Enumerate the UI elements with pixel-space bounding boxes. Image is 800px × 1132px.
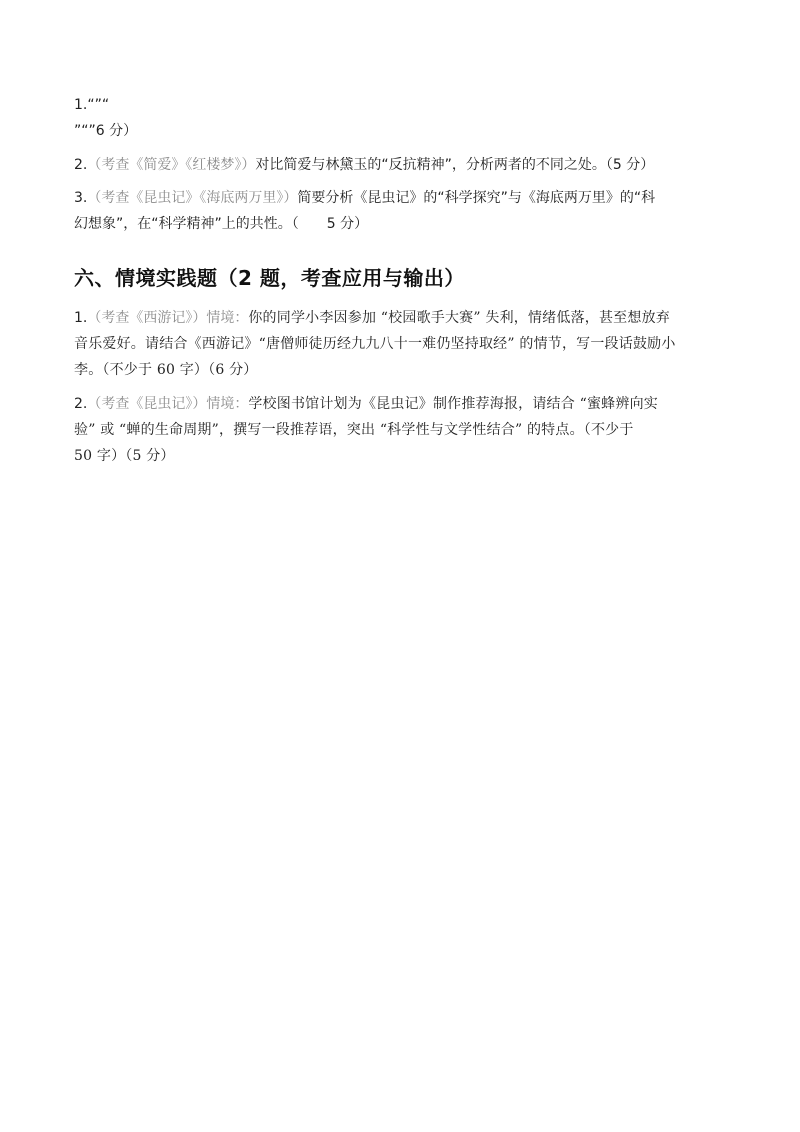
question-5-1-line-2 [74, 122, 137, 140]
question-text: 对比简爱与林黛玉的“反抗精神”，分析两者的不同之处。（5 分） [255, 157, 655, 173]
question-6-2-line-3: 50 字）（5 分） [74, 448, 175, 464]
question-text: “”“ [87, 97, 110, 113]
question-6-2-line-1 [74, 395, 658, 413]
question-number: 1. [74, 310, 88, 326]
section-6-heading: 六、情境实践题（2 题，考查应用与输出） [74, 266, 465, 290]
question-text: 简要分析《昆虫记》的“科学探究”与《海底两万里》的“科 [297, 190, 656, 206]
question-text: ”“”6 分） [74, 123, 138, 139]
question-5-2 [74, 156, 654, 174]
question-tag: （考查《昆虫记》《海底两万里》） [87, 190, 298, 206]
question-5-3-line-1 [74, 189, 655, 207]
question-5-3-line-2 [74, 215, 368, 233]
question-text: 学校图书馆计划为《昆虫记》制作推荐海报，请结合 “蜜蜂辨向实 [248, 396, 658, 412]
question-tag: （考查《昆虫记》）情境： [87, 396, 249, 412]
question-tag: （考查《西游记》）情境： [87, 310, 249, 326]
question-6-1-line-1 [74, 309, 670, 327]
question-text: 你的同学小李因参加 “校园歌手大赛” 失利，情绪低落，甚至想放弃 [248, 310, 670, 326]
question-5-1-line-1 [74, 96, 109, 114]
question-number: 3. [74, 190, 88, 206]
question-text: 幻想象”，在“科学精神”上的共性。（ 5 分） [74, 216, 369, 232]
question-number: 1. [74, 97, 88, 113]
question-tag: （考查《简爱》《红楼梦》） [87, 157, 256, 173]
question-number: 2. [74, 396, 88, 412]
question-6-2-line-2: 验” 或 “蝉的生命周期”，撰写一段推荐语，突出 “科学性与文学性结合” 的特点。（不少于 [74, 422, 634, 438]
question-6-1-line-3: 李。（不少于 60 字）（6 分） [74, 362, 258, 378]
question-number: 2. [74, 157, 88, 173]
question-6-1-line-2: 音乐爱好。请结合《西游记》“唐僧师徒历经九九八十一难仍坚持取经” 的情节，写一段话鼓励小 [74, 336, 676, 352]
